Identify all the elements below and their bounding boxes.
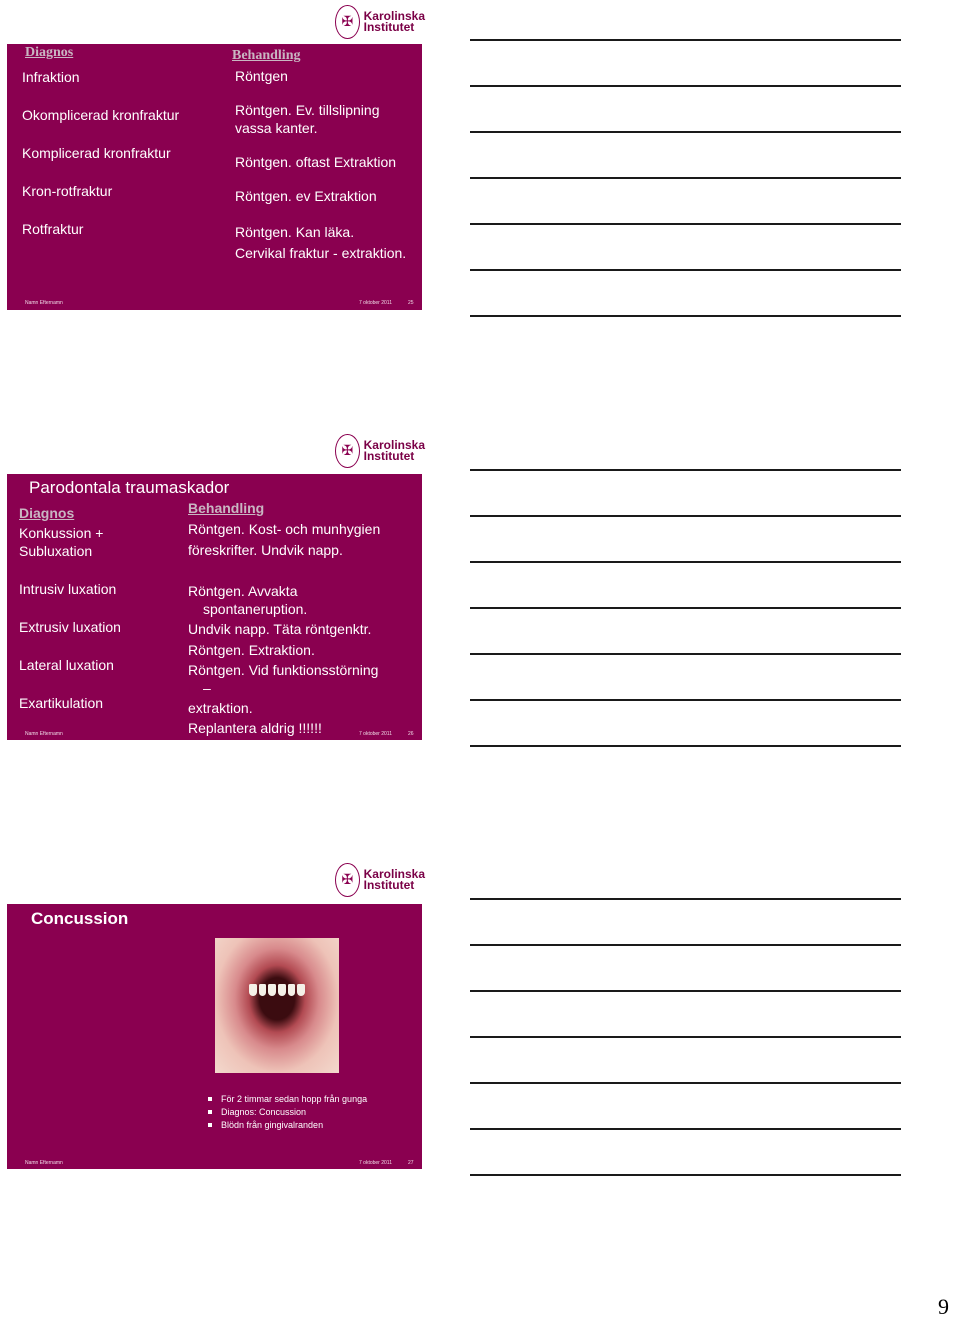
note-line	[470, 561, 901, 563]
diagnos-header: Diagnos	[19, 505, 75, 521]
treatment-item: Replantera aldrig !!!!!!	[188, 720, 322, 736]
treatment-item: spontaneruption.	[203, 601, 308, 617]
note-line	[470, 269, 901, 271]
note-line	[470, 653, 901, 655]
footer-name: Namn Efternamn	[25, 300, 63, 306]
diagnosis-item: Okomplicerad kronfraktur	[22, 107, 180, 123]
slide-title: Parodontala traumaskador	[29, 478, 230, 497]
note-line	[470, 39, 901, 41]
treatment-item: Cervikal fraktur - extraktion.	[235, 245, 407, 261]
logo-line-1: Karolinska	[363, 9, 425, 23]
note-line	[470, 1082, 901, 1084]
treatment-item: Röntgen. Ev. tillslipning	[235, 102, 380, 118]
treatment-item: Röntgen. Kan läka.	[235, 224, 355, 240]
note-line	[470, 223, 901, 225]
behandling-header: Behandling	[188, 500, 265, 516]
treatment-item: –	[203, 680, 211, 696]
note-line	[470, 469, 901, 471]
treatment-item: Röntgen. Vid funktionsstörning	[188, 662, 379, 678]
treatment-item: Röntgen	[235, 68, 288, 84]
treatment-item: vassa kanter.	[235, 120, 318, 136]
footer-page: 25	[408, 300, 414, 306]
diagnosis-item: Intrusiv luxation	[19, 581, 117, 597]
diagnosis-item: Komplicerad kronfraktur	[22, 145, 171, 161]
logo-line-2: Institutet	[363, 878, 415, 892]
diagnosis-item: Kron-rotfraktur	[22, 183, 113, 199]
seal-icon: ✠	[335, 863, 360, 897]
footer-page: 26	[408, 731, 414, 737]
footer-date: 7 oktober 2011	[359, 731, 392, 737]
treatment-item: Undvik napp. Täta röntgenktr.	[188, 621, 372, 637]
footer-date: 7 oktober 2011	[359, 300, 392, 306]
list-item: Diagnos: Concussion	[221, 1106, 367, 1119]
treatment-item: Röntgen. ev Extraktion	[235, 188, 377, 204]
behandling-header: Behandling	[232, 48, 301, 63]
diagnosis-item: Lateral luxation	[19, 657, 114, 673]
logo-line-2: Institutet	[363, 20, 415, 34]
karolinska-logo	[335, 861, 425, 899]
note-line	[470, 177, 901, 179]
diagnos-header: Diagnos	[25, 45, 74, 60]
note-line	[470, 699, 901, 701]
diagnosis-item: Rotfraktur	[22, 221, 84, 237]
diagnosis-item: Konkussion +	[19, 525, 104, 541]
footer-page: 27	[408, 1160, 414, 1166]
bullet-list	[203, 1093, 367, 1132]
logo-line-1: Karolinska	[363, 438, 425, 452]
slide-25	[7, 44, 422, 310]
seal-icon: ✠	[335, 434, 360, 468]
footer-name: Namn Efternamn	[25, 731, 63, 737]
list-item: För 2 timmar sedan hopp från gunga	[221, 1094, 368, 1104]
note-line	[470, 515, 901, 517]
mouth-photo	[215, 938, 339, 1073]
logo-line-1: Karolinska	[363, 867, 425, 881]
note-line	[470, 990, 901, 992]
karolinska-logo	[335, 3, 425, 41]
footer-name: Namn Efternamn	[25, 1160, 63, 1166]
note-line	[470, 1128, 901, 1130]
note-line	[470, 1036, 901, 1038]
treatment-item: Röntgen. Kost- och munhygien	[188, 521, 381, 537]
slide-title: Concussion	[31, 909, 129, 928]
note-line	[470, 944, 901, 946]
treatment-item: Röntgen. Avvakta	[188, 583, 298, 599]
treatment-item: Röntgen. oftast Extraktion	[235, 154, 397, 170]
treatment-item: föreskrifter. Undvik napp.	[188, 542, 343, 558]
note-line	[470, 607, 901, 609]
diagnosis-item: Subluxation	[19, 543, 93, 559]
page-number: 9	[938, 1294, 949, 1319]
diagnosis-item: Extrusiv luxation	[19, 619, 121, 635]
teeth-illustration	[249, 984, 305, 996]
diagnosis-item: Exartikulation	[19, 695, 104, 711]
treatment-item: extraktion.	[188, 700, 253, 716]
note-line	[470, 85, 901, 87]
slide-26	[7, 474, 422, 740]
logo-line-2: Institutet	[363, 449, 415, 463]
footer-date: 7 oktober 2011	[359, 1160, 392, 1166]
karolinska-logo	[335, 432, 425, 470]
diagnosis-item: Infraktion	[22, 69, 80, 85]
seal-icon: ✠	[335, 5, 360, 39]
note-line	[470, 1174, 901, 1176]
note-line	[470, 131, 901, 133]
note-line	[470, 745, 901, 747]
note-line	[470, 315, 901, 317]
note-line	[470, 898, 901, 900]
list-item: Blödn från gingivalranden	[221, 1119, 367, 1132]
treatment-item: Röntgen. Extraktion.	[188, 642, 315, 658]
